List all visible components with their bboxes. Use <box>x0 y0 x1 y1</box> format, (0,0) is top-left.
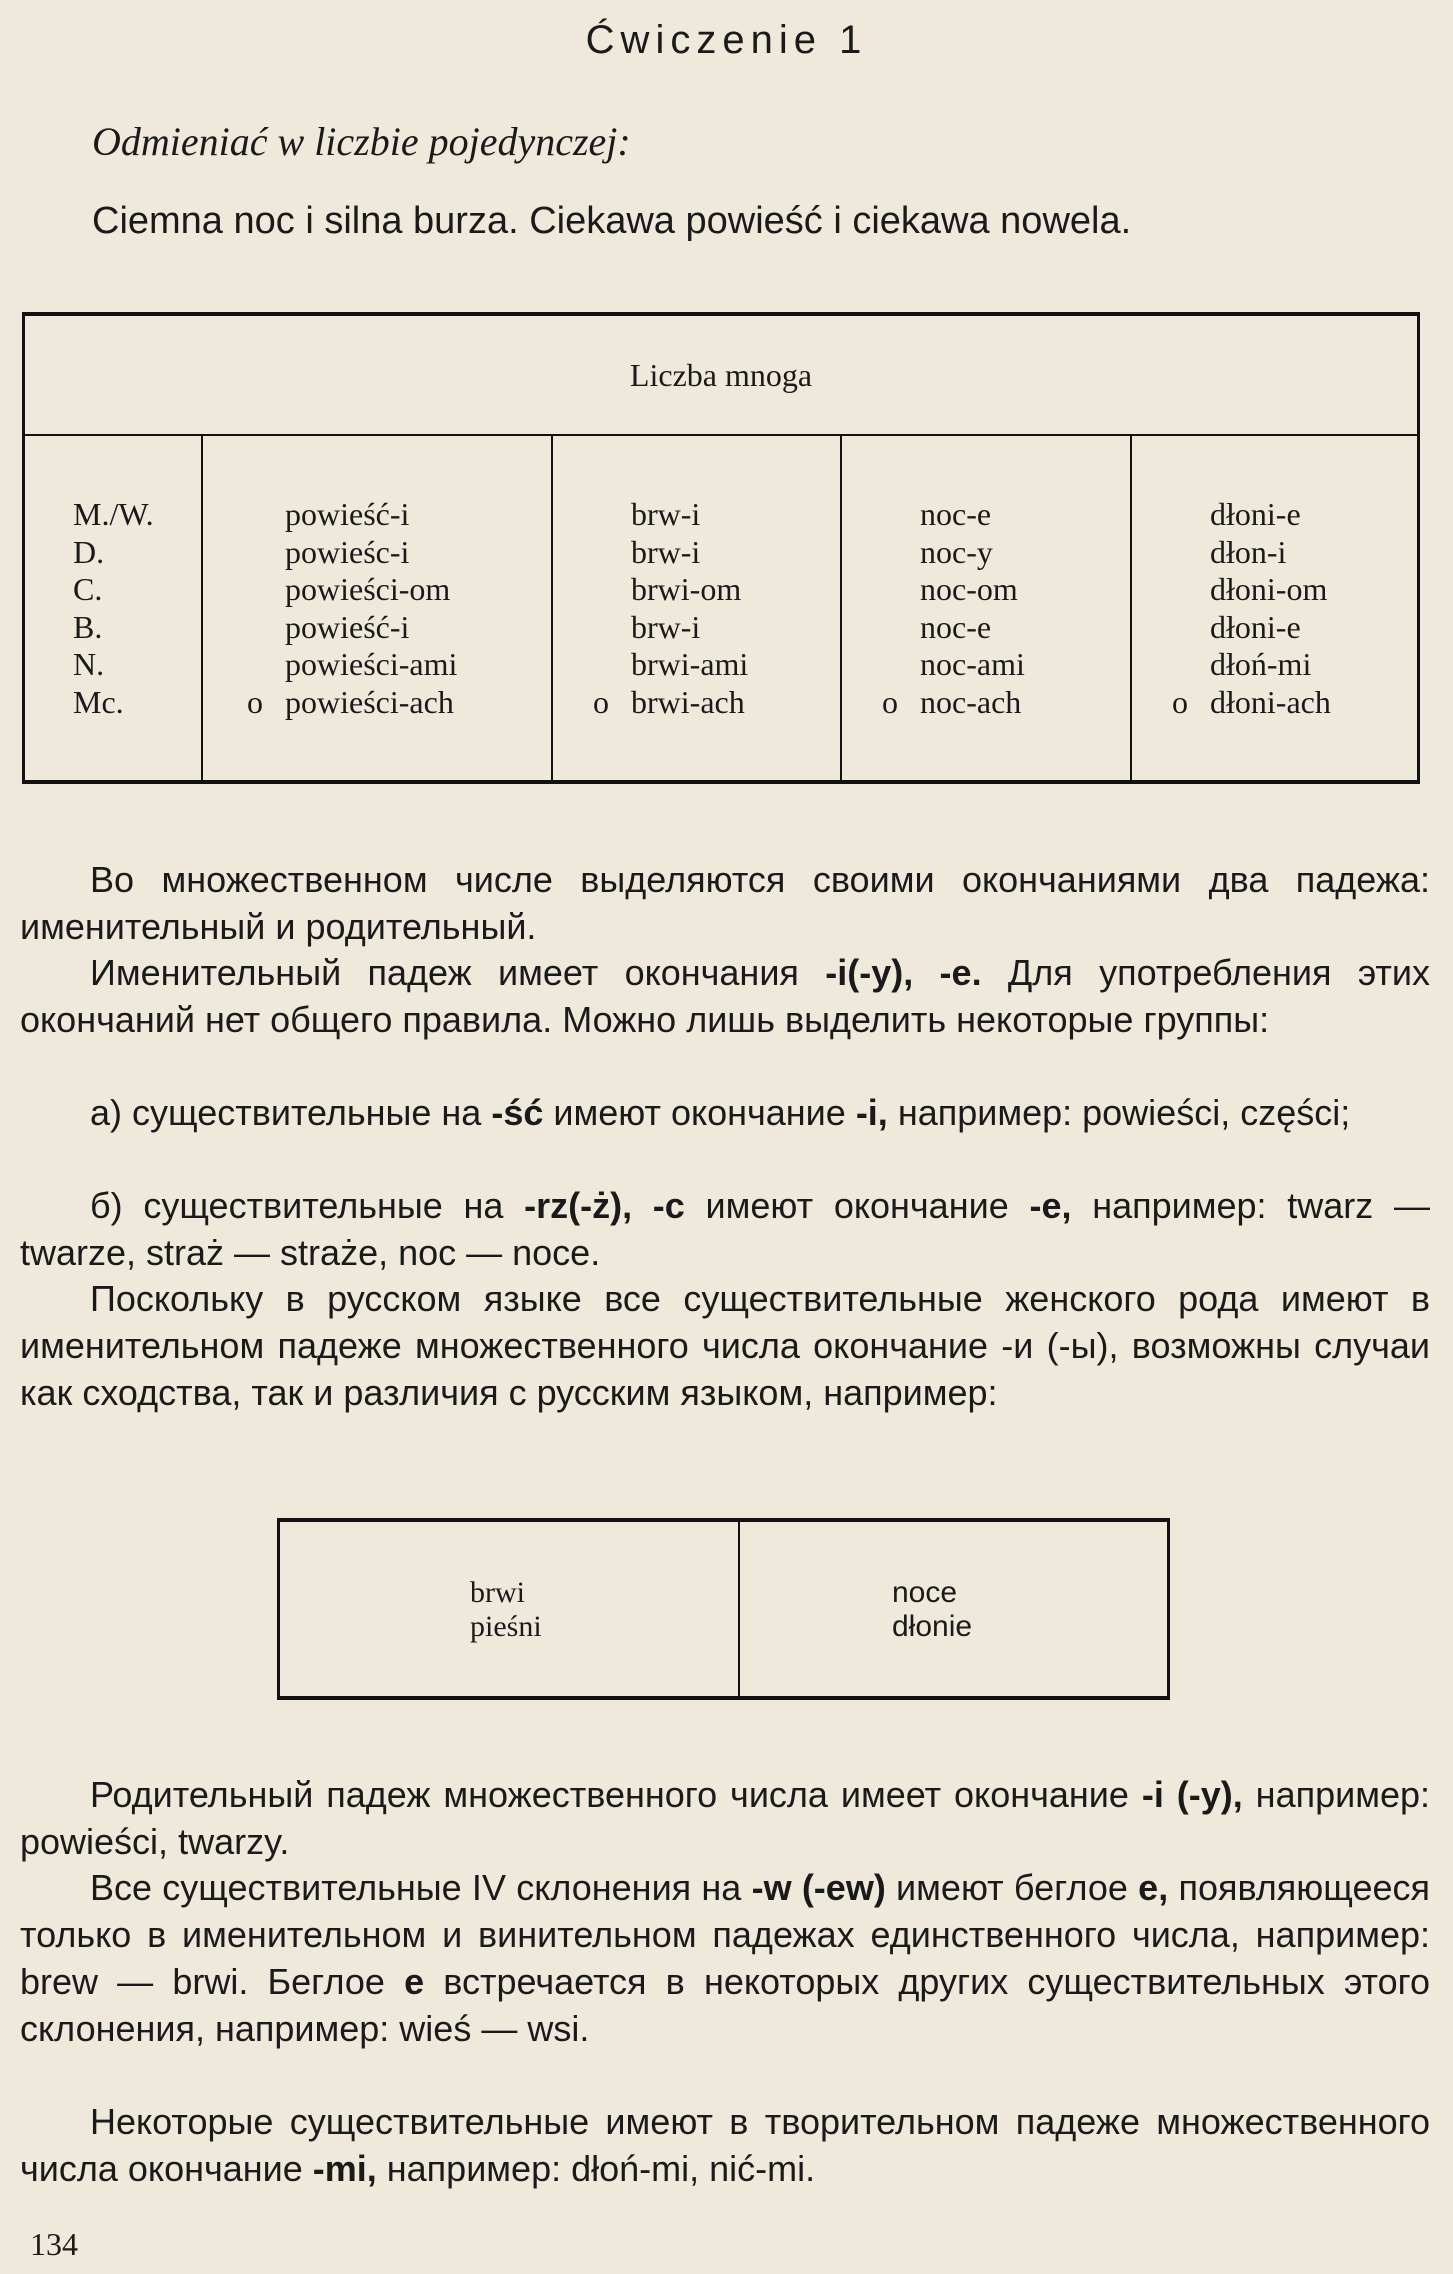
declension-column-brwi <box>593 496 748 721</box>
table-cell: dłon-i <box>1210 533 1287 570</box>
table-cell: dłoń-mi <box>1210 646 1312 682</box>
table-cell: dłoni-ach <box>1210 683 1331 720</box>
declension-column-noc <box>882 496 1025 721</box>
case-label: N. <box>73 646 105 682</box>
table-divider <box>840 434 842 780</box>
plural-declension-table <box>22 312 1420 784</box>
preposition: o <box>1172 683 1188 720</box>
paragraph: Все существительные IV склонения на -w (-ew) имеют беглое e, появляющееся только в именительном и винительном падежах единственного числа, например: brew — brwi. Беглое e встречается в некоторых других существительных этого склонения, например: wieś — wsi. <box>20 1867 1431 2049</box>
preposition: o <box>593 683 609 720</box>
declension-column-dlon <box>1172 496 1331 721</box>
case-label: C. <box>73 571 103 607</box>
table-cell: brw-i <box>631 496 701 532</box>
table-cell: noc-y <box>920 533 993 570</box>
paragraph: Поскольку в русском языке все существительные женского рода имеют в именительном падеже множественного числа окончание -и (-ы), возможны случаи как сходства, так и различия с русским языком, например: <box>20 1278 1430 1413</box>
table-cell: powieści-ach <box>285 683 454 720</box>
exercise-heading: Ćwiczenie 1 <box>585 18 868 62</box>
case-column <box>73 496 154 721</box>
list-item: а) существительные на -ść имеют окончание -i, например: powieści, części; <box>90 1092 1351 1133</box>
paragraph: Во множественном числе выделяются своими окончаниями два падежа: именительный и родительный. <box>20 859 1430 947</box>
table-divider <box>201 434 203 780</box>
table-cell: powieści-ami <box>285 646 458 682</box>
exercise-sentence: Ciemna noc i silna burza. Ciekawa powieść i ciekawa nowela. <box>92 200 1132 242</box>
table-cell: brwi-om <box>631 571 742 607</box>
table-cell: powieść-i <box>285 608 410 645</box>
table-cell: noc-ach <box>920 683 1022 720</box>
table-cell: powieść-i <box>285 496 410 532</box>
declension-column-powiesc <box>247 496 457 721</box>
table-cell: dłoni-om <box>1210 571 1328 607</box>
table-cell: dłonie <box>892 1610 973 1643</box>
table-header: Liczba mnoga <box>25 316 1417 436</box>
table-cell: powieści-om <box>285 571 451 607</box>
case-label: Mc. <box>73 683 124 720</box>
table-cell: brw-i <box>631 608 701 645</box>
exercise-instruction: Odmieniać w liczbie pojedynczej: <box>92 119 631 164</box>
table-divider <box>738 1522 740 1696</box>
table-cell: noc-e <box>920 608 992 645</box>
case-label: D. <box>73 533 105 570</box>
table-divider <box>1130 434 1132 780</box>
comparison-table <box>277 1518 1170 1700</box>
table-cell: dłoni-e <box>1210 608 1301 645</box>
case-label: M./W. <box>73 496 154 532</box>
paragraph: Некоторые существительные имеют в творительном падеже множественного числа окончание -mi, например: dłoń-mi, nić-mi. <box>20 2101 1430 2189</box>
table-cell: noc-ami <box>920 646 1025 682</box>
table-cell: powieśc-i <box>285 533 410 570</box>
table-cell: brw-i <box>631 533 701 570</box>
paragraph: Именительный падеж имеет окончания -i(-y), -e. Для употребления этих окончаний нет общего правила. Можно лишь выделить некоторые группы: <box>20 952 1430 1040</box>
case-label: B. <box>73 608 103 645</box>
table-cell: brwi <box>470 1576 525 1609</box>
table-divider <box>551 434 553 780</box>
table-cell: noce <box>892 1576 958 1609</box>
preposition: o <box>882 683 898 720</box>
table-cell: pieśni <box>470 1610 542 1643</box>
table-cell: dłoni-e <box>1210 496 1301 532</box>
page-number: 134 <box>30 2226 78 2262</box>
table-cell: noc-e <box>920 496 992 532</box>
comparison-left-cell <box>470 1576 542 1644</box>
table-cell: brwi-ach <box>631 683 745 720</box>
table-cell: noc-om <box>920 571 1018 607</box>
preposition: o <box>247 683 263 720</box>
list-item: б) существительные на -rz(-ż), -c имеют окончание -e, например: twarz — twarze, straż — straże, noc — noce. <box>20 1185 1430 1273</box>
table-cell: brwi-ami <box>631 646 749 682</box>
comparison-right-cell <box>892 1576 972 1644</box>
paragraph: Родительный падеж множественного числа имеет окончание -i (-y), например: powieści, twarzy. <box>20 1774 1431 1862</box>
